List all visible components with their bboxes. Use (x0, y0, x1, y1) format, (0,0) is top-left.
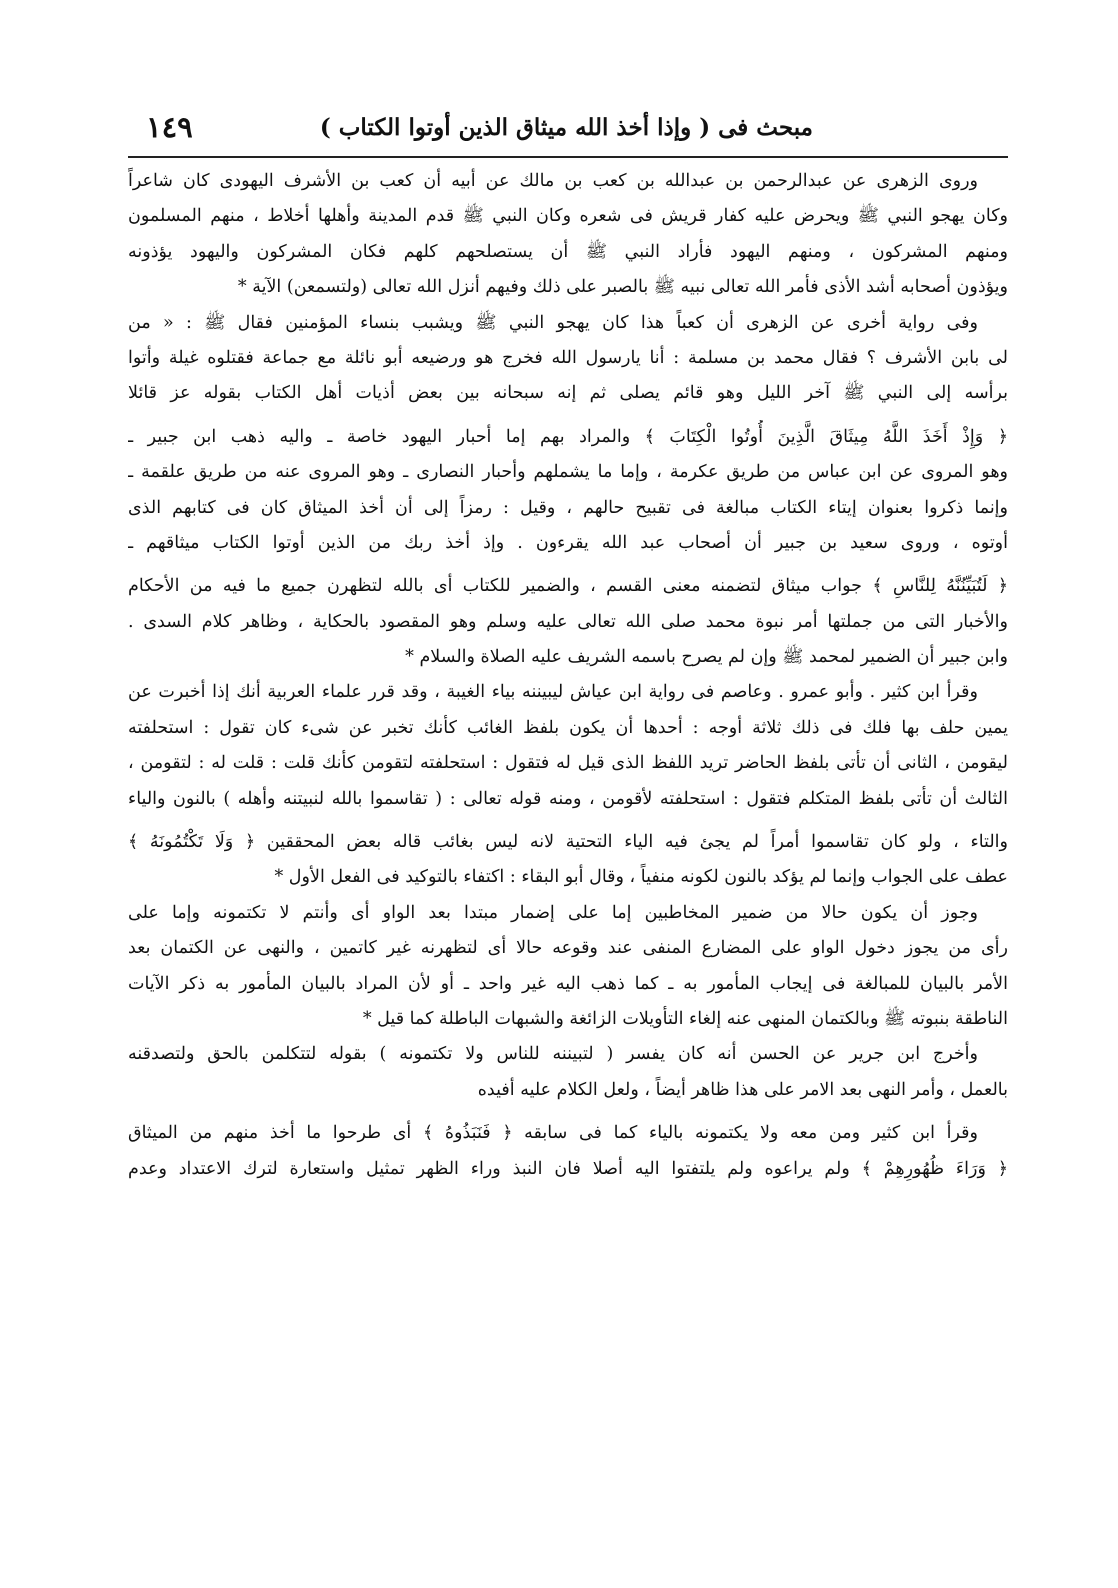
header-rule (128, 156, 1008, 158)
text-line: برأسه إلى النبي ﷺ آخر الليل وهو قائم يصلى ثم إنه سبحانه بين بعض أذيات أهل الكتاب بقوله عز قائلا (128, 383, 1008, 404)
text-line: وابن جبير أن الضمير لمحمد ﷺ وإن لم يصرح باسمه الشريف عليه الصلاة والسلام * (405, 647, 1008, 668)
body-text (128, 164, 1008, 1187)
text-line: الثالث أن تأتى بلفظ المتكلم فتقول : استحلفته لأقومن ، ومنه قوله تعالى : ( تقاسموا بالله لنبيتنه وأهله ) بالنون والياء (128, 788, 1008, 809)
text-line: وجوز أن يكون حالا من ضمير المخاطبين إما على إضمار مبتدا بعد الواو أى وأنتم لا تكتمونه وإما على (128, 902, 978, 923)
text-line: وقرأ ابن كثير . وأبو عمرو . وعاصم فى رواية ابن عياش ليبيننه بياء الغيبة ، وقد قرر علماء العربية أنك إذا أخبرت عن (128, 682, 978, 703)
running-title: مبحث فى ( وإذا أخذ الله ميثاق الذين أوتوا الكتاب ) (319, 114, 813, 141)
text-line: وقرأ ابن كثير ومن معه ولا يكتمونه بالياء كما فى سابقه ﴿ فَنَبَذُوهُ ﴾ أى طرحوا ما أخذ منهم من الميثاق (128, 1123, 978, 1144)
text-line: والتاء ، ولو كان تقاسموا أمراً لم يجئ فيه الياء التحتية لانه ليس بغائب قاله بعض المحققين ﴿ وَلَا تَكْتُمُونَهُ ﴾ (128, 832, 1008, 853)
text-line: رأى من يجوز دخول الواو على المضارع المنفى عند وقوعه حالا أى لتظهرنه غير كاتمين ، والنهى عن الكتمان بعد (128, 938, 1008, 959)
text-line: وكان يهجو النبي ﷺ ويحرض عليه كفار قريش فى شعره وكان النبي ﷺ قدم المدينة وأهلها أخلاط ، منهم المسلمون (128, 206, 1008, 227)
text-line: وفى رواية أخرى عن الزهرى أن كعباً هذا كان يهجو النبي ﷺ ويشبب بنساء المؤمنين فقال ﷺ : « من (128, 312, 978, 333)
text-line: أوتوه ، وروى سعيد بن جبير أن أصحاب عبد الله يقرءون . وإذ أخذ ربك من الذين أوتوا الكتاب ميثاقهم ـ (128, 532, 1008, 553)
text-line: بالعمل ، وأمر النهى بعد الامر على هذا ظاهر أيضاً ، ولعل الكلام عليه أفيده (477, 1079, 1008, 1100)
text-line: ﴿ وَإِذْ أَخَذَ اللَّهُ مِيثَاقَ الَّذِينَ أُوتُوا الْكِتَابَ ﴾ والمراد بهم إما أحبار اليهود خاصة ـ واليه ذهب ابن جبير ـ (128, 426, 1008, 447)
page-number: ١٤٩ (146, 110, 193, 144)
text-line: ويؤذون أصحابه أشد الأذى فأمر الله تعالى نبيه ﷺ بالصبر على ذلك وفيهم أنزل الله تعالى (ولتسمعن) الآية * (237, 277, 1008, 298)
text-line: الناطقة بنبوته ﷺ وبالكتمان المنهى عنه إلغاء التأويلات الزائغة والشبهات الباطلة كما قيل * (362, 1008, 1008, 1029)
text-line: ومنهم المشركون ، ومنهم اليهود فأراد النبي ﷺ أن يستصلحهم كلهم فكان المشركون واليهود يؤذونه (128, 241, 1008, 262)
text-line: لى بابن الأشرف ؟ فقال محمد بن مسلمة : أنا يارسول الله فخرج هو ورضيعه أبو نائلة مع جماعة فقتلوه غيلة وأتوا (128, 347, 1008, 368)
text-line: والأخبار التى من جملتها أمر نبوة محمد صلى الله تعالى عليه وسلم وهو المقصود بالحكاية ، وظاهر كلام السدى . (128, 611, 1008, 632)
text-line: ﴿ لَتُبَيِّنُنَّهُ لِلنَّاسِ ﴾ جواب ميثاق لتضمنه معنى القسم ، والضمير للكتاب أى بالله لتظهرن جميع ما فيه من الأحكام (128, 576, 1008, 597)
text-line: الأمر بالبيان للمبالغة فى إيجاب المأمور به ـ كما ذهب اليه غير واحد ـ أو لأن المراد بالبيان المأمور به ذكر الآيات (128, 973, 1008, 994)
text-line: ليقومن ، الثانى أن تأتى بلفظ الحاضر تريد اللفظ الذى قيل له فتقول : استحلفته لتقومن كأنك قلت : قلت له : لتقومن ، (128, 753, 1008, 774)
text-line: وأخرج ابن جرير عن الحسن أنه كان يفسر ( لتبيننه للناس ولا تكتمونه ) بقوله لتتكلمن بالحق ولتصدقنه (128, 1044, 978, 1065)
text-line: عطف على الجواب وإنما لم يؤكد بالنون لكونه منفياً ، وقال أبو البقاء : اكتفاء بالتوكيد فى الفعل الأول * (274, 867, 1008, 888)
text-line: ﴿ وَرَاءَ ظُهُورِهِمْ ﴾ ولم يراعوه ولم يلتفتوا اليه أصلا فان النبذ وراء الظهر تمثيل واستعارة لترك الاعتداد وعدم (128, 1158, 1008, 1179)
text-line: وهو المروى عن ابن عباس من طريق عكرمة ، وإما ما يشملهم وأحبار النصارى ـ وهو المروى عنه من طريق علقمة ـ (128, 462, 1008, 483)
text-line: يمين حلف بها فلك فى ذلك ثلاثة أوجه : أحدها أن يكون بلفظ الغائب كأنك تخبر عن شىء كان تقول : استحلفته (128, 717, 1008, 738)
text-line: وإنما ذكروا بعنوان إيتاء الكتاب مبالغة فى تقبيح حالهم ، وقيل : رمزاً إلى أن أخذ الميثاق كان فى كتابهم الذى (128, 497, 1008, 518)
page-header (128, 108, 1008, 154)
text-line: وروى الزهرى عن عبدالرحمن بن عبدالله بن كعب بن مالك عن أبيه أن كعب بن الأشرف اليهودى كان شاعراً (128, 171, 978, 191)
